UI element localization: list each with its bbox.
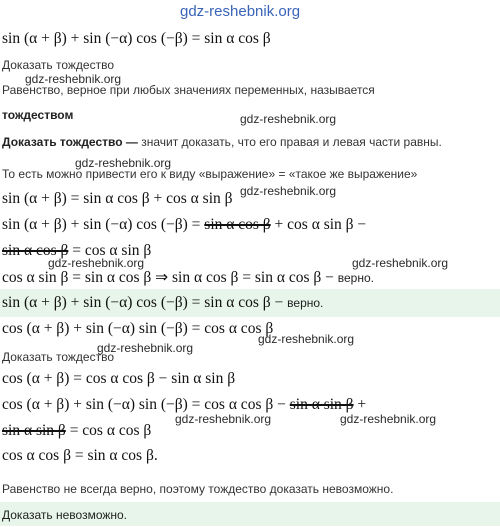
p1-line2 (2, 216, 366, 234)
method-text (2, 135, 442, 149)
method-rest: значит доказать, что его правая и левая части равны. (137, 135, 442, 149)
watermark-top: gdz-reshebnik.org (180, 3, 301, 20)
watermark: gdz-reshebnik.org (175, 412, 272, 426)
definition-text: Равенство, верное при любых значениях переменных, называется (2, 83, 375, 97)
p2-line3 (2, 422, 151, 440)
p2-line4: cos α cos β = sin α cos β. (2, 447, 158, 464)
p1-line2-b: + cos α sin β − (270, 216, 367, 233)
task-equation: sin (α + β) + sin (−α) cos (−β) = sin α cos β (2, 30, 271, 47)
p1-result-word: верно. (287, 296, 324, 310)
p2-line3-strike: sin α sin β (2, 422, 66, 439)
p1-result (2, 294, 323, 312)
watermark: gdz-reshebnik.org (97, 341, 194, 355)
p2-conclusion: Равенство не всегда верно, поэтому тождество доказать невозможно. (2, 482, 394, 496)
p2-line2-strike: sin α sin β (289, 396, 354, 413)
term-identity: тождеством (2, 108, 74, 122)
p1-line4-word: верно. (337, 271, 374, 285)
watermark: gdz-reshebnik.org (240, 112, 337, 126)
p1-line3-strike: sin α cos β (2, 242, 69, 259)
method-bold: Доказать тождество — (2, 135, 138, 149)
p1-result-math: sin (α + β) + sin (−α) cos (−β) = sin α cos β − (2, 294, 284, 311)
prove-identity-label: Доказать тождество (2, 58, 114, 72)
p1-line3-b: = cos α sin β (68, 242, 152, 259)
p2-line2-a: cos (α + β) + sin (−α) sin (−β) = cos α cos β − (2, 396, 290, 413)
watermark: gdz-reshebnik.org (48, 256, 145, 270)
watermark: gdz-reshebnik.org (240, 184, 337, 198)
p2-result: Доказать невозможно. (2, 508, 128, 522)
p1-line4 (2, 268, 374, 287)
p2-line1: cos (α + β) = cos α cos β − sin α sin β (2, 370, 236, 387)
reduce-text: То есть можно привести его к виду «выражение» = «такое же выражение» (2, 167, 418, 181)
p2-task: cos (α + β) + sin (−α) sin (−β) = cos α cos β (2, 320, 274, 337)
watermark: gdz-reshebnik.org (340, 412, 437, 426)
p2-line3-b: = cos α cos β (65, 422, 152, 439)
p1-line1: sin (α + β) = sin α cos β + cos α sin β (2, 190, 233, 207)
p2-prove-identity: Доказать тождество (2, 350, 114, 364)
p1-line4-math: cos α sin β = sin α cos β ⇒ sin α cos β = sin α cos β − (2, 269, 334, 286)
watermark: gdz-reshebnik.org (25, 72, 122, 86)
watermark: gdz-reshebnik.org (352, 256, 449, 270)
p1-line2-a: sin (α + β) + sin (−α) cos (−β) = (2, 216, 205, 233)
watermark: gdz-reshebnik.org (258, 332, 355, 346)
p2-line2-b: + (353, 396, 367, 413)
watermark: gdz-reshebnik.org (75, 156, 172, 170)
p1-line2-strike: sin α cos β (204, 216, 271, 233)
